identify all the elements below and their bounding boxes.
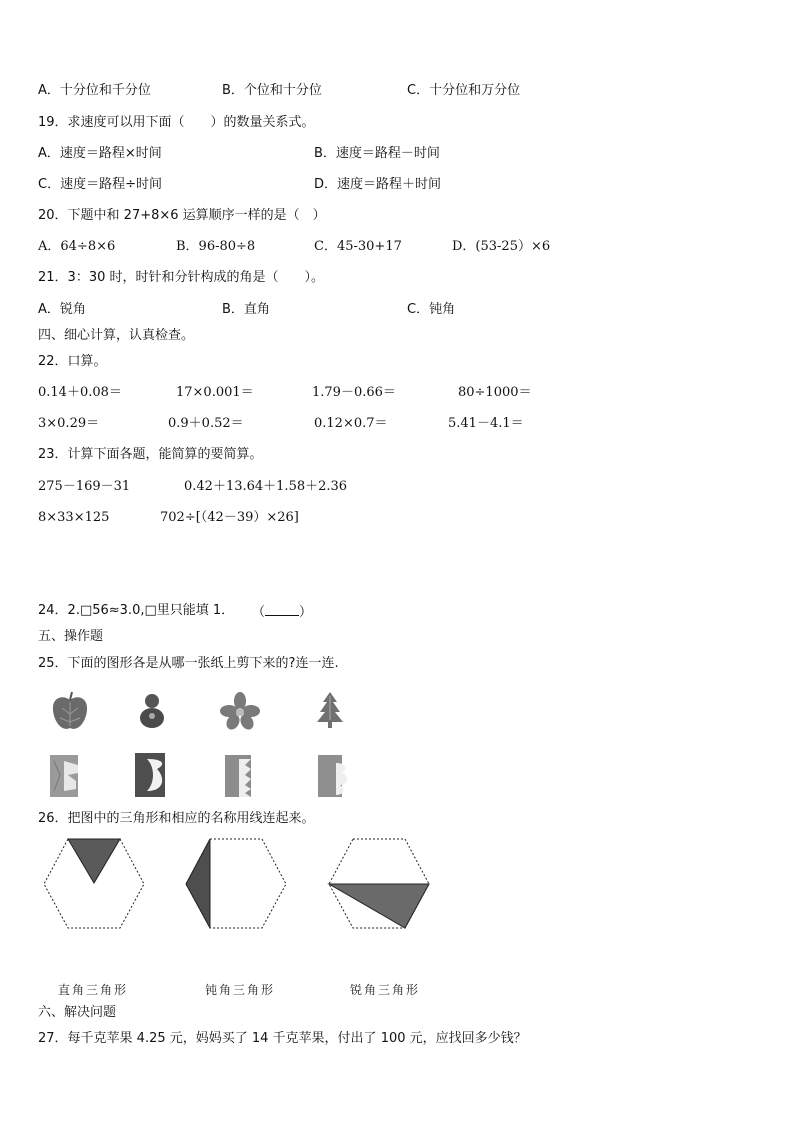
q22-item: 1.79－0.66＝ [312, 385, 396, 400]
q24-answer-blank[interactable] [252, 603, 312, 621]
folded-paper-3-icon [225, 755, 253, 797]
q22-stem: 22．口算。 [38, 354, 107, 369]
q18-option-b: B．个位和十分位 [222, 83, 322, 98]
q22-item: 0.12×0.7＝ [314, 416, 388, 431]
q20-option-b: B．96-80÷8 [176, 239, 256, 254]
obtuse-triangle-shape [186, 839, 210, 928]
q22-item: 0.9＋0.52＝ [168, 416, 244, 431]
acute-triangle-shape [329, 884, 429, 928]
hexagon-figure-3 [327, 836, 431, 932]
q20-option-c: C．45-30+17 [314, 239, 402, 254]
apple-icon [50, 690, 90, 734]
q22-item: 3×0.29＝ [38, 416, 100, 431]
label-obtuse-triangle: 钝角三角形 [205, 983, 276, 997]
folded-paper-1-icon [50, 755, 80, 797]
hexagon-figure-2 [184, 836, 288, 932]
q18-option-c: C．十分位和万分位 [407, 83, 521, 98]
q26-stem: 26．把图中的三角形和相应的名称用线连起来。 [38, 811, 315, 826]
q19-option-c: C．速度＝路程÷时间 [38, 177, 162, 192]
right-triangle-shape [68, 839, 120, 883]
label-right-triangle: 直角三角形 [58, 983, 129, 997]
q19-option-d: D．速度＝路程＋时间 [314, 177, 442, 192]
blank-line [265, 603, 299, 616]
q22-item: 0.14＋0.08＝ [38, 385, 122, 400]
label-acute-triangle: 锐角三角形 [350, 983, 421, 997]
q24-stem: 24．2.□56≈3.0,□里只能填 1． [38, 603, 235, 618]
section-5-heading: 五、操作题 [38, 629, 104, 644]
q21-option-c: C．钝角 [407, 302, 456, 317]
pine-tree-icon [315, 690, 345, 730]
q25-stem: 25．下面的图形各是从哪一张纸上剪下来的?连一连. [38, 656, 339, 671]
q21-stem: 21．3：30 时，时针和分针构成的角是（ ）。 [38, 270, 324, 285]
q21-option-b: B．直角 [222, 302, 270, 317]
q20-stem: 20．下题中和 27+8×6 运算顺序一样的是（ ） [38, 208, 326, 223]
folded-paper-4-icon [318, 755, 350, 797]
flower-icon [220, 692, 260, 730]
paren-close: ） [299, 605, 313, 620]
q23-stem: 23．计算下面各题，能简算的要简算。 [38, 447, 263, 462]
hexagon-figure-1 [42, 836, 146, 932]
section-4-heading: 四、细心计算，认真检查。 [38, 328, 195, 343]
q19-option-a: A．速度＝路程×时间 [38, 146, 162, 161]
gourd-icon [137, 690, 167, 730]
q20-option-a: A．64÷8×6 [38, 239, 116, 254]
q18-option-a: A．十分位和千分位 [38, 83, 151, 98]
q27-stem: 27．每千克苹果 4.25 元，妈妈买了 14 千克苹果，付出了 100 元，应找回多少钱？ [38, 1031, 527, 1046]
q23-item: 702÷[（42－39）×26] [160, 510, 299, 525]
section-6-heading: 六、解决问题 [38, 1005, 117, 1020]
q23-item: 8×33×125 [38, 510, 110, 525]
paren-open: （ [252, 605, 266, 620]
q19-option-b: B．速度＝路程－时间 [314, 146, 440, 161]
q22-item: 17×0.001＝ [176, 385, 254, 400]
q20-option-d: D．(53-25）×6 [452, 239, 551, 254]
q22-item: 5.41－4.1＝ [448, 416, 524, 431]
q21-option-a: A．锐角 [38, 302, 86, 317]
q23-item: 275－169－31 [38, 479, 131, 494]
q23-item: 0.42＋13.64＋1.58＋2.36 [184, 479, 348, 494]
q19-stem: 19．求速度可以用下面（ ）的数量关系式。 [38, 115, 315, 130]
folded-paper-2-icon [135, 753, 167, 797]
q22-item: 80÷1000＝ [458, 385, 532, 400]
